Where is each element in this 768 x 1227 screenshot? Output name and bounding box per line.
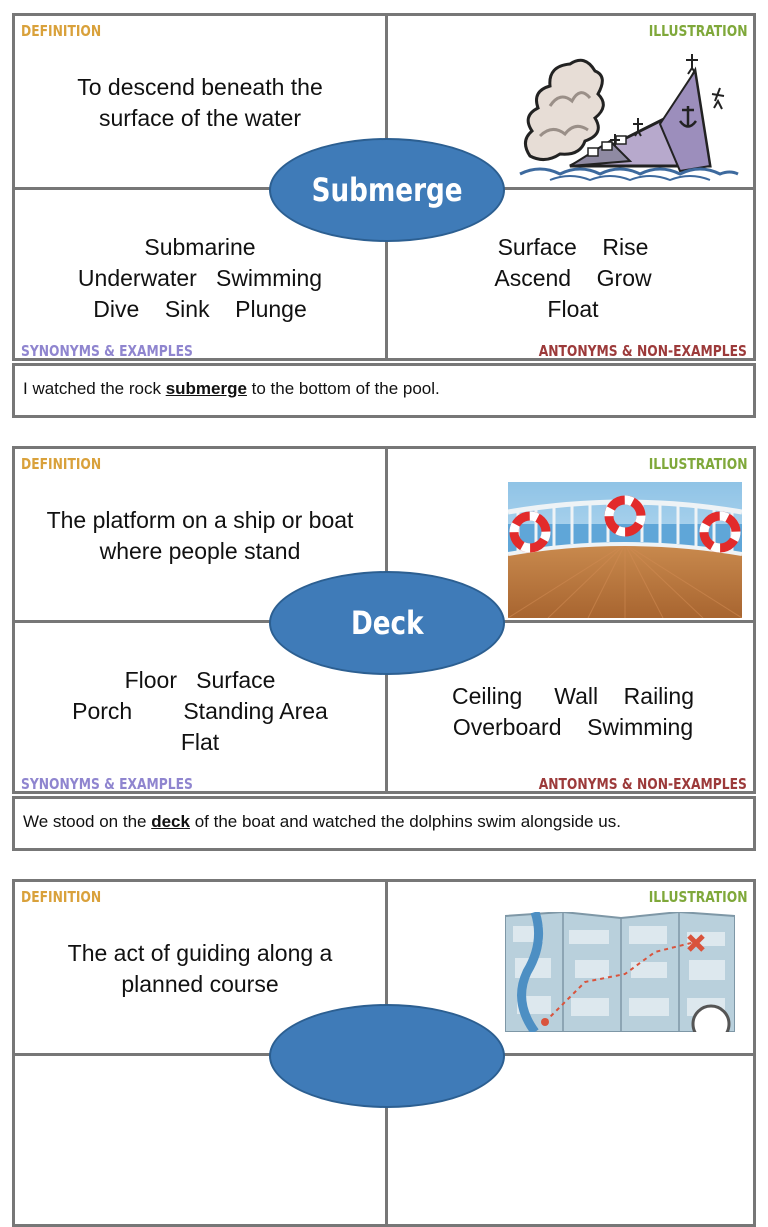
map-icon [505,912,735,1032]
antonyms-label: ANTONYMS & NON-EXAMPLES [538,775,747,793]
synonym-row: Floor Surface [124,667,276,693]
antonym-row: Ascend Grow [494,265,652,291]
sentence-keyword: deck [151,812,190,831]
definition-label: DEFINITION [21,888,102,906]
synonym-row: Dive Sink Plunge [93,296,307,322]
synonyms-label: SYNONYMS & EXAMPLES [21,342,193,360]
synonym-list [15,665,385,758]
definition-line: planned course [121,971,279,997]
definition-label: DEFINITION [21,22,102,40]
definition-line: The act of guiding along a [67,940,333,966]
definition-line: surface of the water [99,105,301,131]
antonym-row: Surface Rise [497,234,649,260]
definition-line: The platform on a ship or boat [46,507,354,533]
definition-line: where people stand [99,538,301,564]
definition-text [15,938,385,1000]
synonym-row: Underwater Swimming [77,265,323,291]
antonym-row: Ceiling Wall Railing [451,683,694,709]
ship-deck-icon [508,482,742,618]
vocab-word-oval [269,571,505,675]
antonym-row: Overboard Swimming [452,714,694,740]
sentence-box [12,796,756,851]
sinking-ship-icon [510,46,740,181]
illustration-label: ILLUSTRATION [648,888,747,906]
vocab-word-oval [269,1004,505,1108]
vocab-word: Submerge [311,171,463,209]
illustration-label: ILLUSTRATION [648,455,747,473]
card-grid [12,13,756,361]
synonym-list [15,232,385,325]
sentence-keyword: submerge [165,379,247,398]
card-grid [12,446,756,794]
antonym-list [388,681,758,743]
synonym-row: Submarine [144,234,256,260]
vocab-word-oval [269,138,505,242]
sentence-box [12,363,756,418]
antonyms-label: ANTONYMS & NON-EXAMPLES [538,342,747,360]
vocab-word: Deck [350,604,424,642]
synonym-row: Porch Standing Area [72,698,328,724]
antonym-list [388,232,758,325]
synonym-row: Flat [180,729,220,755]
example-sentence: We stood on the deck of the boat and watched the dolphins swim alongside us. [23,812,621,831]
card-grid [12,879,756,1227]
definition-line: To descend beneath the [77,74,323,100]
definition-text [15,505,385,567]
definition-label: DEFINITION [21,455,102,473]
synonyms-label: SYNONYMS & EXAMPLES [21,775,193,793]
antonym-row: Float [547,296,599,322]
illustration-label: ILLUSTRATION [648,22,747,40]
definition-text [15,72,385,134]
example-sentence: I watched the rock submerge to the bottom of the pool. [23,379,440,398]
